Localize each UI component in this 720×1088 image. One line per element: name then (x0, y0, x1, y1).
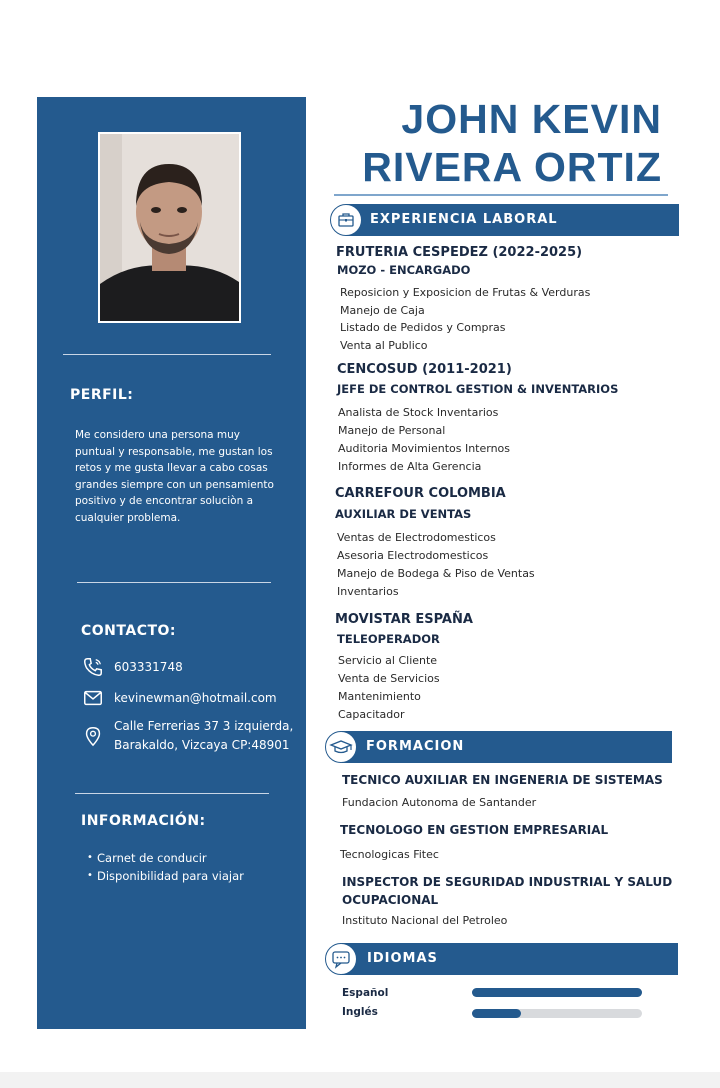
education-header (342, 731, 672, 763)
job-task: Manejo de Caja (340, 304, 425, 317)
sidebar (37, 97, 306, 1029)
education-title-item: TECNOLOGO EN GESTION EMPRESARIAL (340, 823, 609, 837)
education-title-line: OCUPACIONAL (342, 893, 439, 907)
language-name: Inglés (342, 1006, 378, 1018)
language-name: Español (342, 987, 389, 999)
contact-address-text (114, 717, 293, 755)
language-level-fill (472, 1009, 521, 1018)
contact-email (82, 687, 277, 709)
name-line-1: JOHN KEVIN (401, 96, 662, 142)
job-company: MOVISTAR ESPAÑA (335, 612, 473, 627)
job-task: Reposicion y Exposicion de Frutas & Verduras (340, 286, 591, 299)
profile-line: positivo y de encontrar soluciòn a (75, 495, 253, 507)
education-title-item: TECNICO AUXILIAR EN INGENERIA DE SISTEMAS (342, 773, 663, 787)
sidebar-divider-3 (75, 793, 269, 794)
location-pin-icon (82, 725, 104, 747)
education-institution: Fundacion Autonoma de Santander (342, 796, 537, 809)
contact-email-text[interactable]: kevinewman@hotmail.com (114, 691, 277, 705)
languages-title: IDIOMAS (367, 951, 438, 966)
language-level-fill (472, 988, 642, 997)
contact-phone-text[interactable]: 603331748 (114, 660, 183, 674)
job-company: FRUTERIA CESPEDEZ (2022-2025) (336, 245, 583, 260)
sidebar-divider-1 (63, 354, 271, 355)
contact-address (82, 717, 293, 755)
list-item: • Carnet de conducir (87, 849, 244, 867)
job-role: TELEOPERADOR (337, 632, 440, 646)
languages-header (342, 943, 678, 975)
job-company: CENCOSUD (2011-2021) (337, 362, 512, 377)
experience-header (346, 204, 679, 236)
profile-line: puntual y responsable, me gustan los (75, 445, 273, 458)
list-item: • Disponibilidad para viajar (87, 867, 244, 885)
profile-line: retos y me gusta llevar a cabo cosas (75, 462, 268, 474)
job-task: Ventas de Electrodomesticos (337, 531, 496, 544)
education-institution: Tecnologicas Fitec (340, 848, 439, 861)
experience-title: EXPERIENCIA LABORAL (370, 212, 558, 227)
language-level-bar (472, 988, 642, 997)
job-task: Venta de Servicios (338, 672, 440, 685)
profile-photo (98, 132, 241, 323)
info-list (87, 849, 244, 885)
profile-title: PERFIL: (70, 387, 134, 403)
job-task: Auditoria Movimientos Internos (338, 442, 511, 455)
sidebar-divider-2 (77, 582, 271, 583)
phone-icon (82, 656, 104, 678)
job-role: JEFE DE CONTROL GESTION & INVENTARIOS (337, 382, 619, 396)
job-task: Inventarios (337, 585, 399, 598)
job-task: Informes de Alta Gerencia (338, 460, 482, 473)
job-task: Manejo de Bodega & Piso de Ventas (337, 567, 535, 580)
job-role: AUXILIAR DE VENTAS (335, 507, 472, 521)
job-task: Capacitador (338, 708, 405, 721)
education-institution: Instituto Nacional del Petroleo (342, 914, 508, 927)
job-company: CARREFOUR COLOMBIA (335, 486, 506, 501)
job-role: MOZO - ENCARGADO (337, 263, 471, 277)
profile-line: grandes siempre con un pensamiento (75, 478, 274, 491)
profile-photo-image (100, 134, 239, 321)
graduation-cap-icon (325, 731, 357, 763)
job-task: Venta al Publico (340, 339, 428, 352)
mail-icon (82, 687, 104, 709)
address-line: Calle Ferrerias 37 3 izquierda, (114, 719, 294, 733)
contact-phone (82, 656, 183, 678)
job-task: Analista de Stock Inventarios (338, 406, 499, 419)
job-task: Asesoria Electrodomesticos (337, 549, 489, 562)
education-title-line: INSPECTOR DE SEGURIDAD INDUSTRIAL Y SALUD (342, 875, 673, 889)
name-line-2: RIVERA ORTIZ (362, 144, 662, 190)
education-title-item (342, 873, 672, 909)
profile-line: Me considero una persona muy (75, 429, 241, 441)
briefcase-icon (330, 204, 362, 236)
language-level-bar (472, 1009, 642, 1018)
name-divider (334, 194, 668, 196)
job-task: Manejo de Personal (338, 424, 446, 437)
job-task: Servicio al Cliente (338, 654, 438, 667)
education-title: FORMACION (366, 739, 465, 754)
page-bottom-strip (0, 1072, 720, 1088)
address-line: Barakaldo, Vizcaya CP:48901 (114, 738, 290, 752)
profile-line: cualquier problema. (75, 511, 181, 524)
job-task: Listado de Pedidos y Compras (340, 321, 506, 334)
profile-text (75, 427, 295, 526)
candidate-name (302, 95, 662, 191)
contact-title: CONTACTO: (81, 623, 177, 639)
info-title: INFORMACIÓN: (81, 813, 206, 829)
speech-bubble-icon (325, 943, 357, 975)
job-task: Mantenimiento (338, 690, 421, 703)
